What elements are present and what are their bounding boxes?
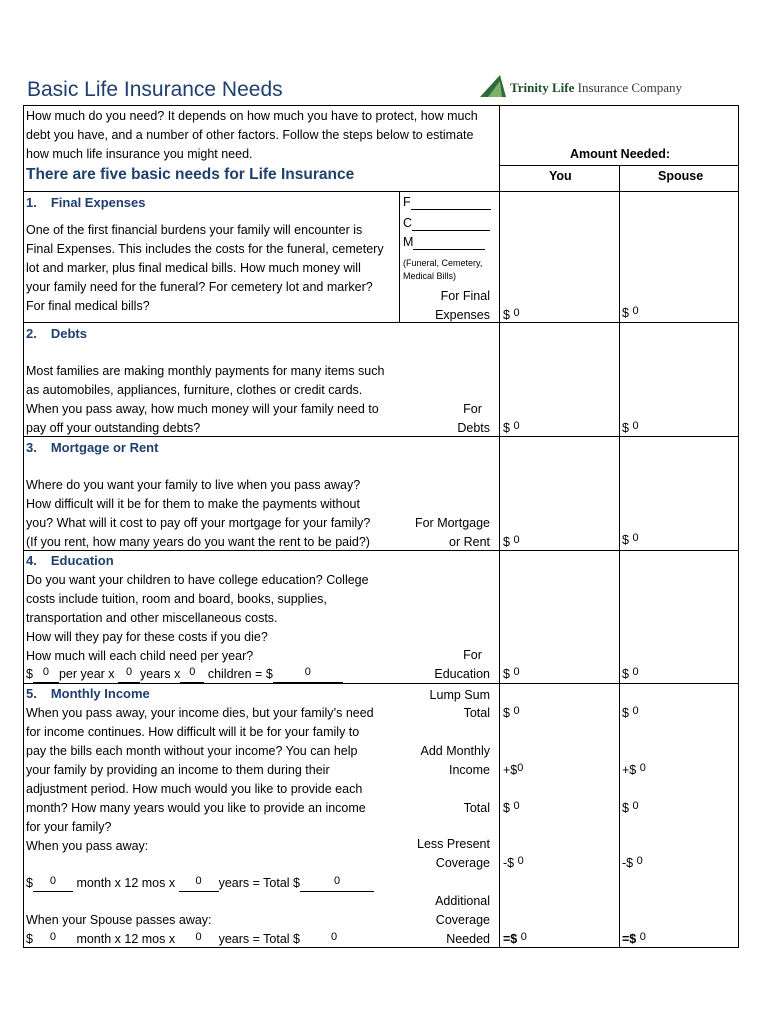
section-1-text: Final Expenses. This includes the costs for the funeral, cemetery xyxy=(26,242,384,256)
section-5-text: adjustment period. How much would you like to provide each xyxy=(26,782,363,796)
education-formula[interactable]: $ 0 per year x 0 years x 0 children = $ 0 xyxy=(26,665,343,684)
row-label: Education xyxy=(434,667,490,681)
col-you-header: You xyxy=(549,169,572,183)
section-4-text: How will they pay for these costs if you die? xyxy=(26,630,268,644)
company-logo xyxy=(478,73,508,99)
you-debts[interactable]: $ 0 xyxy=(503,420,520,435)
page-title: Basic Life Insurance Needs xyxy=(27,78,283,101)
you-mortgage[interactable]: $ 0 xyxy=(503,534,520,549)
section-4-text: Do you want your children to have college education? College xyxy=(26,573,369,587)
section-5-text: pay the bills each month without your income? You can help xyxy=(26,744,358,758)
section-4-text: How much will each child need per year? xyxy=(26,649,254,663)
spouse-lump-sum[interactable]: $ 0 xyxy=(622,705,639,720)
spouse-present-coverage[interactable]: -$ 0 xyxy=(622,855,643,870)
row-label: Needed xyxy=(446,932,490,946)
section-3-text: How difficult will it be for them to make the payments without xyxy=(26,497,360,511)
amount-needed-label: Amount Needed: xyxy=(570,147,670,161)
you-lump-sum[interactable]: $ 0 xyxy=(503,705,520,720)
section-3-text: you? What will it cost to pay off your mortgage for your family? xyxy=(26,516,371,530)
row-label: For Final xyxy=(440,289,490,303)
section-5-text: your family by providing an income to them during their xyxy=(26,763,330,777)
spouse-total[interactable]: $ 0 xyxy=(622,800,639,815)
spouse-caption: When your Spouse passes away: xyxy=(26,913,212,927)
row-label: Expenses xyxy=(435,308,490,322)
row-label: or Rent xyxy=(449,535,490,549)
section-5-heading: 5. Monthly Income xyxy=(26,686,150,701)
section-5-text: When you pass away, your income dies, but your family’s need xyxy=(26,706,374,720)
section-2-text: as automobiles, appliances, furniture, clothes or credit cards. xyxy=(26,383,363,397)
section-3-text: (If you rent, how many years do you want the rent to be paid?) xyxy=(26,535,370,549)
section-5-text: month? How many years would you like to provide an income xyxy=(26,801,366,815)
company-name: Trinity Life Insurance Company xyxy=(510,80,682,95)
you-present-coverage[interactable]: -$ 0 xyxy=(503,855,524,870)
section-1-heading: 1. Final Expenses xyxy=(26,195,146,210)
intro-line-1: How much do you need? It depends on how much you have to protect, how much xyxy=(26,109,478,123)
row-label: Total xyxy=(463,706,490,720)
row-label: Total xyxy=(463,801,490,815)
section-2-text: When you pass away, how much money will your family need to xyxy=(26,402,379,416)
row-label: Lump Sum xyxy=(429,688,490,702)
col-spouse-header: Spouse xyxy=(658,169,704,183)
row-label: Less Present xyxy=(417,837,490,851)
row-label: Coverage xyxy=(435,856,490,870)
section-1-text: your family need for the funeral? For cemetery lot and marker? xyxy=(26,280,373,294)
row-label: Additional xyxy=(435,894,490,908)
section-1-text: For final medical bills? xyxy=(26,299,150,313)
income-formula-you[interactable]: $ 0 month x 12 mos x 0 years = Total $ 0 xyxy=(26,874,374,893)
section-5-text: for your family? xyxy=(26,820,112,834)
you-additional-coverage[interactable]: =$ 0 xyxy=(503,931,527,946)
income-formula-spouse[interactable]: $ 0 month x 12 mos x 0 years = Total $ 0 xyxy=(26,930,368,949)
spouse-final-expenses[interactable]: $ 0 xyxy=(622,305,639,320)
section-3-text: Where do you want your family to live when you pass away? xyxy=(26,478,361,492)
row-label: Income xyxy=(449,763,490,777)
cemetery-field[interactable]: C xyxy=(403,214,490,233)
section-1-text: lot and marker, plus final medical bills. How much money will xyxy=(26,261,361,275)
you-total[interactable]: $ 0 xyxy=(503,800,520,815)
section-5-text: for income continues. How difficult will it be for your family to xyxy=(26,725,360,739)
spouse-mortgage[interactable]: $ 0 xyxy=(622,532,639,547)
you-monthly-income[interactable]: +$0 xyxy=(503,762,524,777)
section-2-text: pay off your outstanding debts? xyxy=(26,421,201,435)
section-2-heading: 2. Debts xyxy=(26,326,87,341)
you-education[interactable]: $ 0 xyxy=(503,666,520,681)
section-4-text: transportation and other miscellaneous costs. xyxy=(26,611,278,625)
funeral-field[interactable]: F xyxy=(403,193,491,212)
row-label: Coverage xyxy=(435,913,490,927)
section-1-text: One of the first financial burdens your family will encounter is xyxy=(26,223,363,237)
you-final-expenses[interactable]: $ 0 xyxy=(503,307,520,322)
spouse-monthly-income[interactable]: +$ 0 xyxy=(622,762,646,777)
spouse-debts[interactable]: $ 0 xyxy=(622,420,639,435)
section-4-heading: 4. Education xyxy=(26,553,114,568)
intro-line-3: how much life insurance you might need. xyxy=(26,147,253,161)
row-label: For xyxy=(463,402,482,416)
intro-line-2: debt you have, and a number of other factors. Follow the steps below to estimate xyxy=(26,128,474,142)
field-note: Medical Bills) xyxy=(403,271,457,281)
spouse-education[interactable]: $ 0 xyxy=(622,666,639,681)
section-3-heading: 3. Mortgage or Rent xyxy=(26,440,159,455)
row-label: Debts xyxy=(457,421,490,435)
section-headline: There are five basic needs for Life Insurance xyxy=(26,166,355,183)
section-2-text: Most families are making monthly payments for many items such xyxy=(26,364,385,378)
row-label: For xyxy=(463,648,482,662)
field-note: (Funeral, Cemetery, xyxy=(403,258,483,268)
row-label: For Mortgage xyxy=(414,516,490,530)
spouse-additional-coverage[interactable]: =$ 0 xyxy=(622,931,646,946)
section-4-text: costs include tuition, room and board, books, supplies, xyxy=(26,592,327,606)
section-5-text: When you pass away: xyxy=(26,839,149,853)
row-label: Add Monthly xyxy=(420,744,490,758)
medical-field[interactable]: M xyxy=(403,233,485,252)
